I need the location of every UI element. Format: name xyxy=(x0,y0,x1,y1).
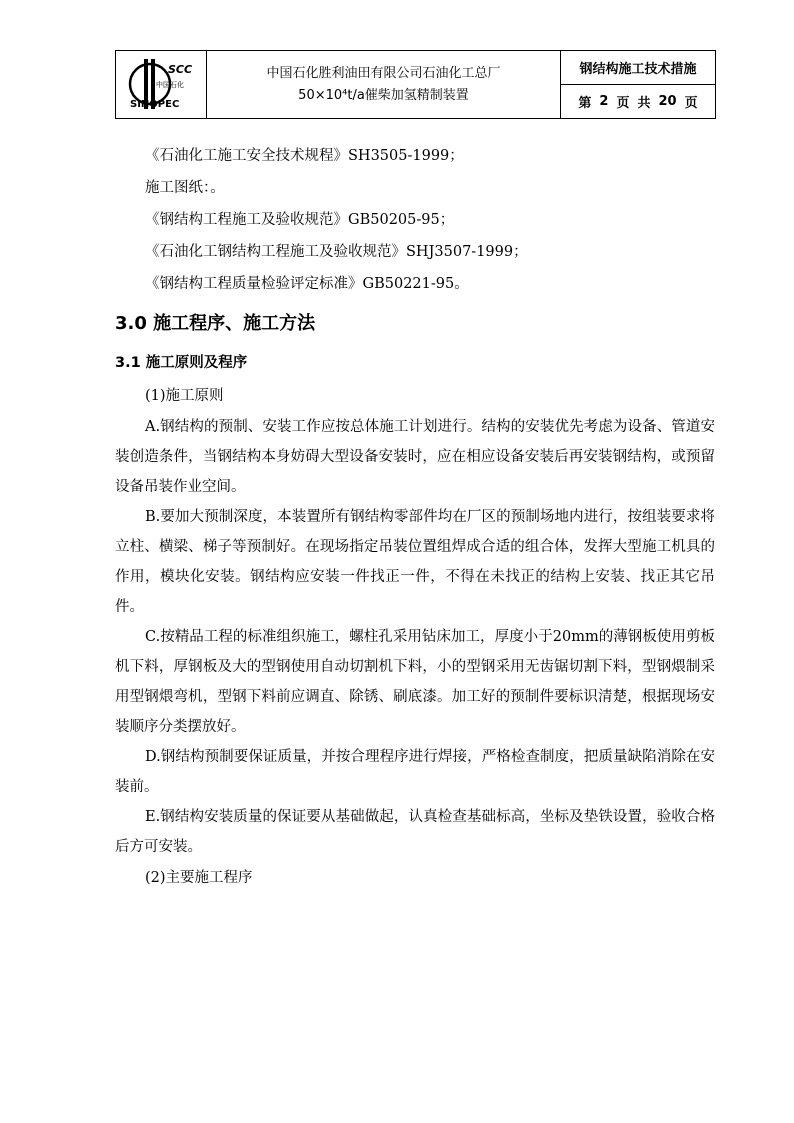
reference-line: 施工图纸：。 xyxy=(145,180,225,196)
project-name: 50×10⁴t/a催柴加氢精制装置 xyxy=(298,87,469,103)
reference-line: 《石油化工施工安全技术规程》SH3505-1999； xyxy=(145,148,464,164)
page-label-di: 第 xyxy=(578,96,592,111)
sinopec-logo-icon xyxy=(116,51,206,118)
reference-line: 《石油化工钢结构工程施工及验收规范》SHJ3507-1999； xyxy=(145,244,528,260)
page-current: 2 xyxy=(599,94,609,109)
company-logo xyxy=(116,51,207,118)
item-heading: (2)主要施工程序 xyxy=(145,870,253,886)
page-number xyxy=(561,84,715,118)
logo-scc-text: SCC xyxy=(168,63,193,76)
page-label-ye-2: 页 xyxy=(684,96,698,111)
reference-line: 《钢结构工程施工及验收规范》GB50205-95； xyxy=(145,212,455,228)
header-project-cell xyxy=(207,51,561,118)
item-heading: (1)施工原则 xyxy=(145,388,224,404)
page-total: 20 xyxy=(658,94,677,109)
paragraph: E.钢结构安装质量的保证要从基础做起，认真检查基础标高，坐标及垫铁设置，验收合格后方可安装。 xyxy=(115,809,715,855)
section-heading: 3.0 施工程序、施工方法 xyxy=(115,313,316,334)
page-label-ye: 页 xyxy=(616,96,630,111)
paragraph: B.要加大预制深度，本装置所有钢结构零部件均在厂区的预制场地内进行，按组装要求将立柱、横梁、梯子等预制好。在现场指定吊装位置组焊成合适的组合体，发挥大型施工机具的作用，模块化安装。钢结构应安装一件找正一件，不得在未找正的结构上安装、找正其它吊件。 xyxy=(115,509,715,615)
logo-cn-text: 中国石化 xyxy=(156,81,184,89)
document-title: 钢结构施工技术措施 xyxy=(579,62,697,77)
logo-sinopec-text: SINOPEC xyxy=(130,99,180,110)
paragraph: C.按精品工程的标准组织施工，螺柱孔采用钻床加工，厚度小于20mm的薄钢板使用剪板机下料，厚钢板及大的型钢使用自动切割机下料，小的型钢采用无齿锯切割下料，型钢煨制采用型钢煨弯机，型钢下料前应调直、除锈、刷底漆。加工好的预制件要标识清楚，根据现场安装顺序分类摆放好。 xyxy=(115,629,715,735)
paragraph: A.钢结构的预制、安装工作应按总体施工计划进行。结构的安装优先考虑为设备、管道安装创造条件，当钢结构本身妨碍大型设备安装时，应在相应设备安装后再安装钢结构，或预留设备吊装作业空间。 xyxy=(115,419,715,495)
subsection-heading: 3.1 施工原则及程序 xyxy=(115,355,248,371)
reference-line: 《钢结构工程质量检验评定标准》GB50221-95。 xyxy=(145,276,469,292)
document-body xyxy=(115,140,715,894)
page-label-gong: 共 xyxy=(637,96,651,111)
header-right-cell xyxy=(561,51,715,118)
page-header-table xyxy=(115,50,716,119)
paragraph: D.钢结构预制要保证质量，并按合理程序进行焊接，严格检查制度，把质量缺陷消除在安装前。 xyxy=(115,749,715,795)
company-name: 中国石化胜利油田有限公司石油化工总厂 xyxy=(266,65,501,81)
